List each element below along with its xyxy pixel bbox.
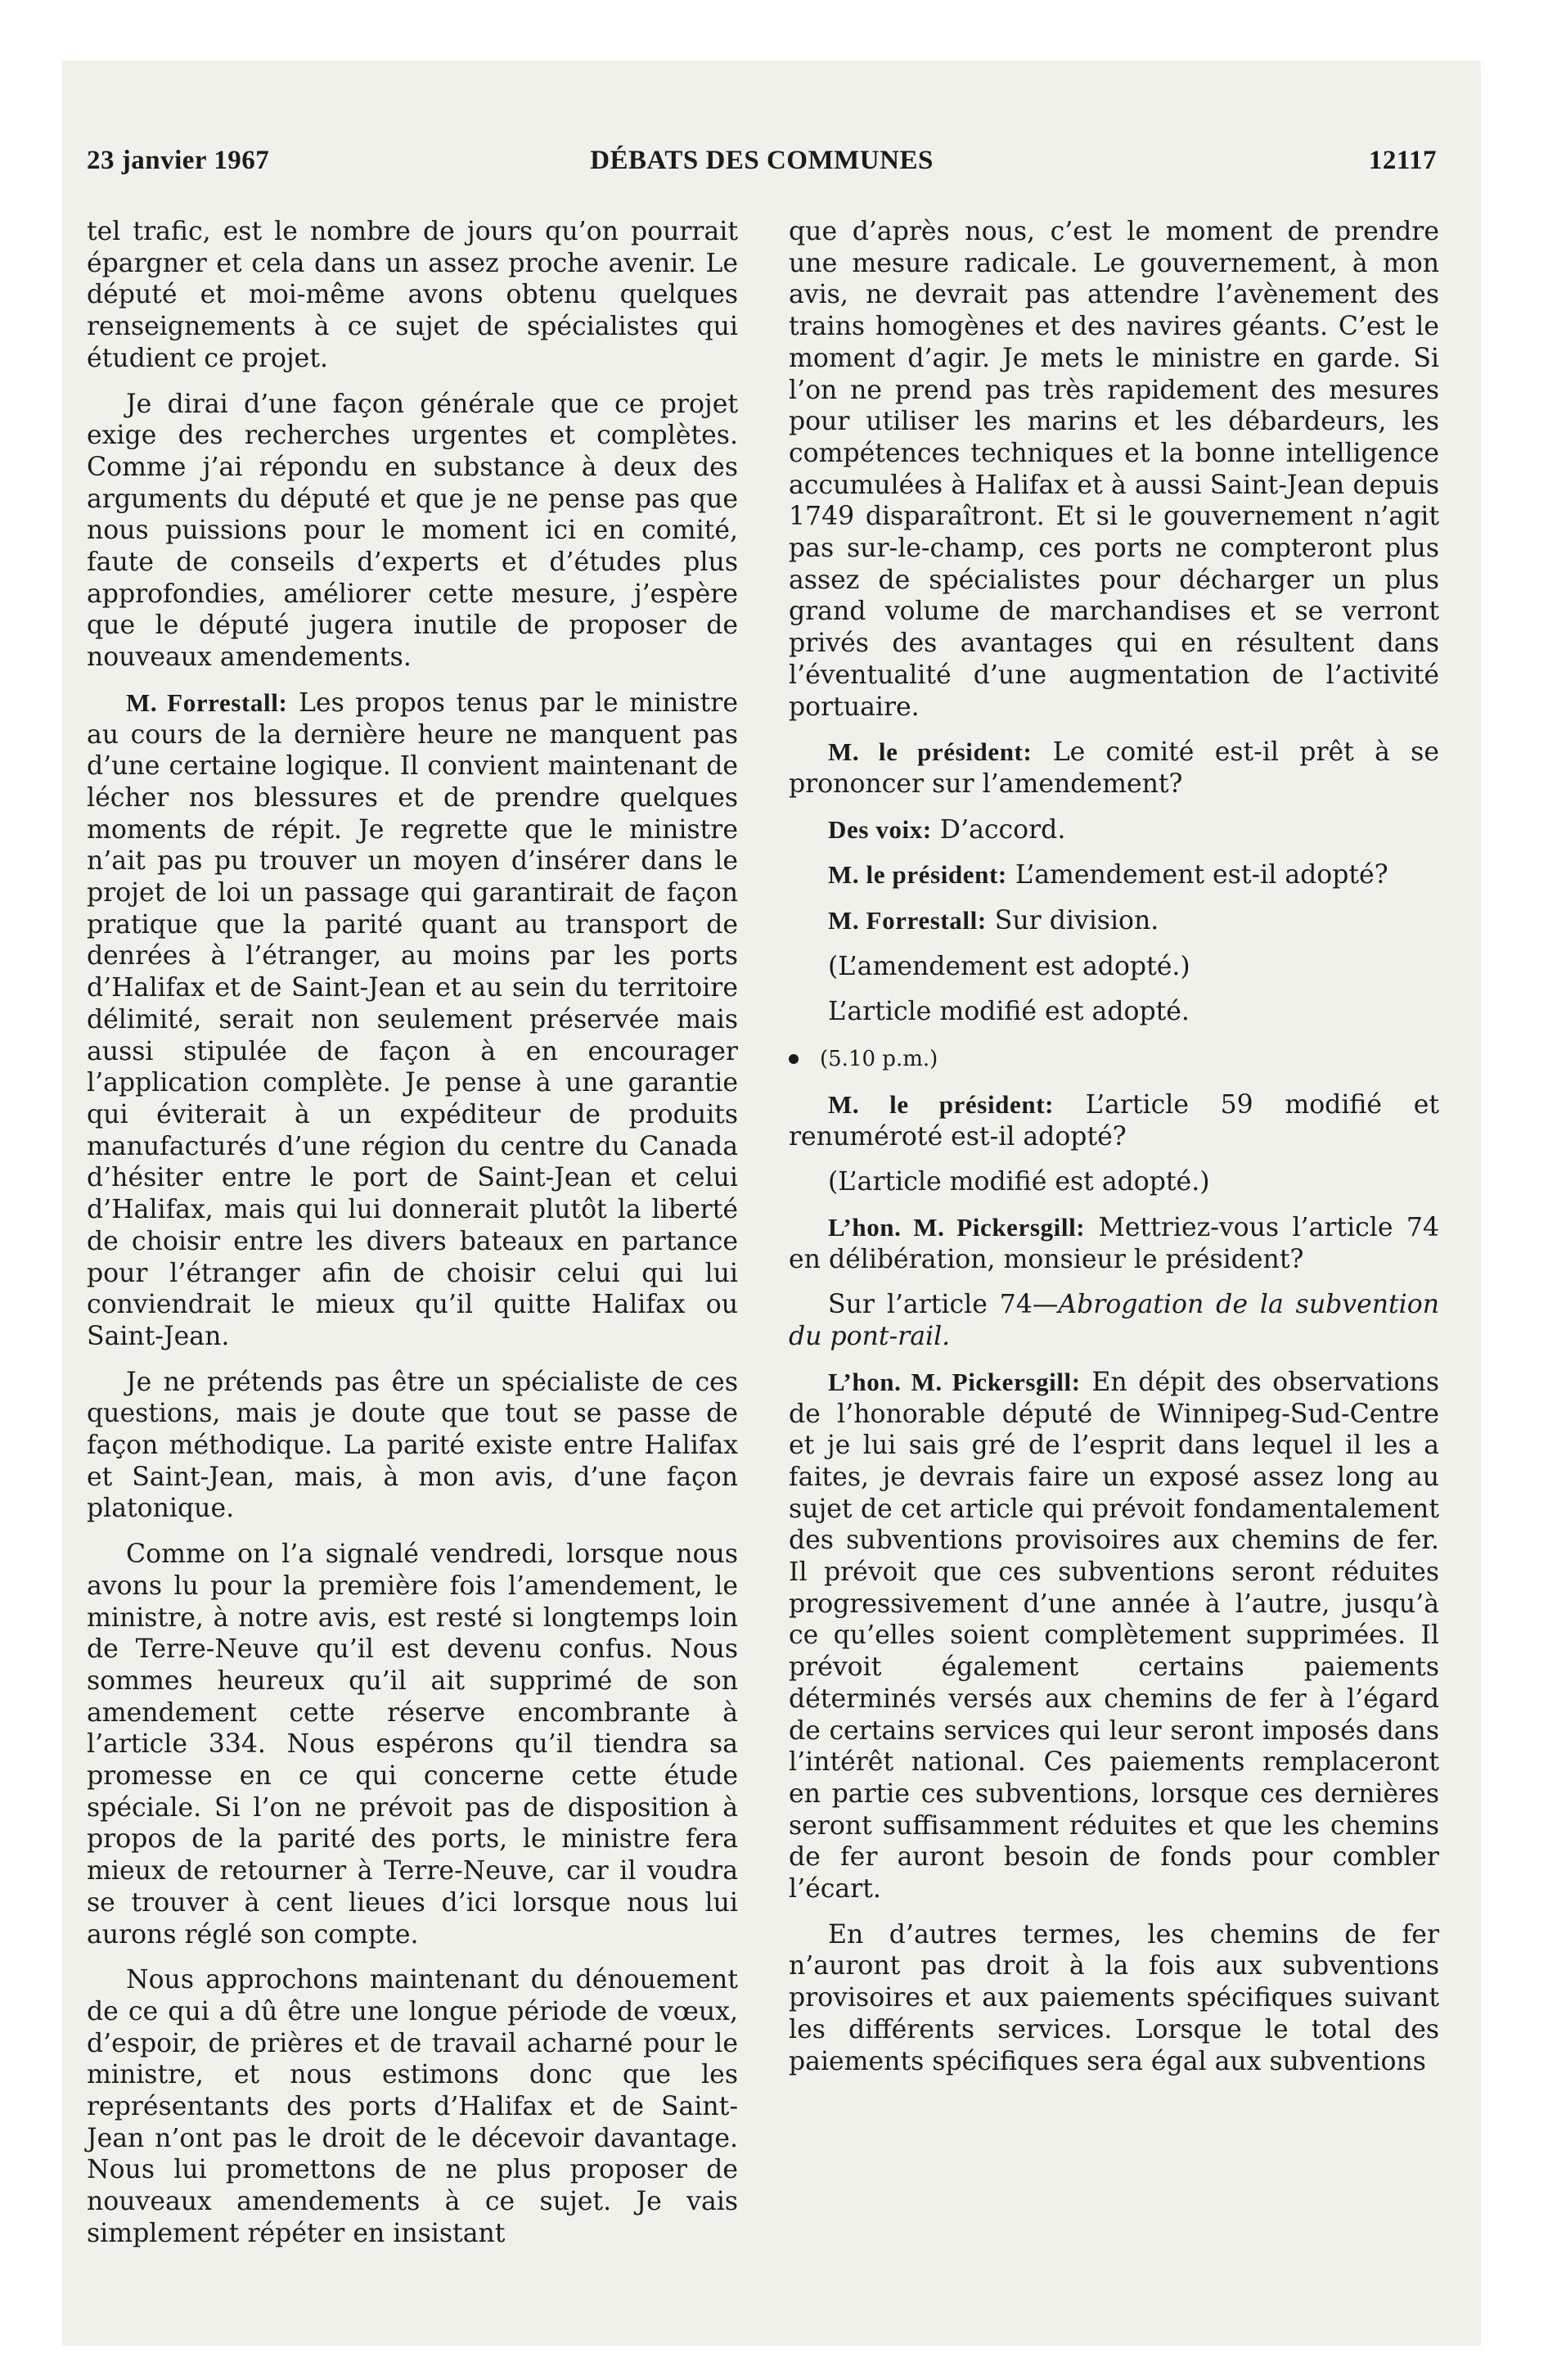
speech xyxy=(789,1367,1439,1905)
section-title: Abrogation de la subvention du pont-rail. xyxy=(789,1290,1439,1352)
speaker-name: M. le président: xyxy=(828,737,1033,767)
speaker-name: L’hon. M. Pickersgill: xyxy=(828,1212,1086,1242)
speaker-name: M. le président: xyxy=(828,860,1007,890)
speaker-name: Des voix: xyxy=(828,814,932,844)
speech-text: Sur division. xyxy=(986,906,1159,936)
paragraph: En d’autres termes, les chemins de fer n’auront pas droit à la fois aux subventions provisoires et aux paiements spécifiques suivant les différents services. Lorsque le total des paiements spécifiques sera égal aux subventions xyxy=(789,1919,1439,2076)
speech-text: Mettriez-vous l’article 74 en délibération, monsieur le président? xyxy=(789,1212,1439,1274)
procedure-note: (L’amendement est adopté.) xyxy=(828,951,1190,981)
left-column xyxy=(87,216,738,2264)
speech-text: Les propos tenus par le ministre au cours de la dernière heure ne manquent pas d’une certaine logique. Il convient maintenant de lécher nos blessures et de prendre quelques moments de répit. Je regrette que le ministre n’ait pas pu trouver un moyen d’insérer dans le projet de loi un passage qui garantirait de façon pratique que la parité quant au transport de denrées à l’étranger, au moins par les ports d’Halifax et de Saint-Jean et au sein du territoire délimité, serait non seulement préservée mais aussi stipulée de façon à en encourager l’application complète. Je pense à une garantie qui éviterait à un expéditeur de produits manufacturés d’une région du centre du Canada d’hésiter entre le port de Saint-Jean et celui d’Halifax, mais qui lui donnerait plutôt la liberté de choisir entre les divers bateaux en partance pour l’étranger afin de choisir celui qui lui conviendrait le mieux qu’il quitte Halifax ou Saint-Jean. xyxy=(87,687,738,1351)
paragraph: que d’après nous, c’est le moment de prendre une mesure radicale. Le gouvernement, à mon avis, ne devrait pas attendre l’avènement des trains homogènes et des navires géants. C’est le moment d’agir. Je mets le ministre en garde. Si l’on ne prend pas très rapidement des mesures pour utiliser les marins et les débardeurs, les compétences techniques et la bonne intelligence accumulées à Halifax et à aussi Saint-Jean depuis 1749 disparaîtront. Et si le gouvernement n’agit pas sur-le-champ, ces ports ne compteront plus assez de spécialistes pour décharger un plus grand volume de marchandises et se verront privés des avantages qui en résultent dans l’éventualité d’une augmentation de l’activité portuaire. xyxy=(789,217,1439,722)
header-page-number: 12117 xyxy=(1368,146,1437,175)
speech xyxy=(789,859,1439,891)
paragraph: Comme on l’a signalé vendredi, lorsque nous avons lu pour la première fois l’amendement, le ministre, à notre avis, est resté si longtemps loin de Terre-Neuve qu’il est devenu confus. Nous sommes heureux qu’il ait supprimé de son amendement cette réserve encombrante à l’article 334. Nous espérons qu’il tiendra sa promesse en ce qui concerne cette étude spéciale. Si l’on ne prévoit pas de disposition à propos de la parité des ports, le ministre fera mieux de retourner à Terre-Neuve, car il voudra se trouver à cent lieues d’ici lorsque nous lui aurons réglé son compte. xyxy=(87,1539,738,1950)
speaker-name: M. Forrestall: xyxy=(828,906,987,935)
paragraph: tel trafic, est le nombre de jours qu’on pourrait épargner et cela dans un assez proche avenir. Le député et moi-même avons obtenu quelques renseignements à ce sujet de spécialistes qui étudient ce projet. xyxy=(87,217,738,373)
speech xyxy=(789,1212,1439,1275)
speaker-name: M. Forrestall: xyxy=(126,687,288,717)
speech xyxy=(789,737,1439,800)
paragraph: Je ne prétends pas être un spécialiste de ces questions, mais je doute que tout se passe de façon méthodique. La parité existe entre Halifax et Saint-Jean, mais, à mon avis, d’une façon platonique. xyxy=(87,1367,738,1524)
procedure-note: L’article modifié est adopté. xyxy=(828,997,1190,1027)
speech-text: En dépit des observations de l’honorable député de Winnipeg-Sud-Centre et je lui sais gré de l’esprit dans lequel il les a faites, je devrais faire un exposé assez long au sujet de cet article qui prévoit fondamentalement des subventions provisoires aux chemins de fer. Il prévoit que ces subventions seront réduites progressivement d’une année à l’autre, jusqu’à ce qu’elles soient complètement supprimées. Il prévoit également certains paiements déterminés versés aux chemins de fer à l’égard de certains services qui leur seront imposés dans l’intérêt national. Ces paiements remplaceront en partie ces subventions, lorsque ces dernières seront suffisamment réduites et que les chemins de fer auront besoin de fonds pour combler l’écart. xyxy=(789,1367,1439,1904)
speech xyxy=(789,814,1439,846)
right-column xyxy=(789,216,1439,2091)
speech-text: Le comité est-il prêt à se prononcer sur l’amendement? xyxy=(789,737,1439,799)
section-lead: Sur l’article 74— xyxy=(828,1290,1059,1320)
speech xyxy=(789,905,1439,937)
header-date: 23 janvier 1967 xyxy=(87,146,270,175)
speech xyxy=(789,1089,1439,1152)
bullet-icon xyxy=(789,1054,799,1064)
paragraph: Je dirai d’une façon générale que ce projet exige des recherches urgentes et complètes. Comme j’ai répondu en substance à deux des arguments du député et que je ne pense pas que nous puissions pour le moment ici en comité, faute de conseils d’experts et d’études plus approfondies, améliorer cette mesure, j’espère que le député jugera inutile de proposer de nouveaux amendements. xyxy=(87,389,738,673)
speech-text: D’accord. xyxy=(931,814,1066,845)
page-header xyxy=(87,146,1437,185)
time-marker-text: (5.10 p.m.) xyxy=(820,1047,938,1072)
speaker-name: M. le président: xyxy=(828,1089,1055,1119)
section-heading xyxy=(789,1289,1439,1352)
header-title: DÉBATS DES COMMUNES xyxy=(590,146,934,175)
speech-forrestall xyxy=(87,687,738,1353)
speech-text: L’amendement est-il adopté? xyxy=(1006,860,1388,890)
speaker-name: L’hon. M. Pickersgill: xyxy=(828,1367,1081,1396)
time-marker xyxy=(789,1042,1439,1075)
speech-text: L’article 59 modifié et renuméroté est-il adopté? xyxy=(789,1089,1439,1152)
procedure-note: (L’article modifié est adopté.) xyxy=(828,1167,1210,1197)
paragraph: Nous approchons maintenant du dénouement de ce qui a dû être une longue période de vœux, d’espoir, de prières et de travail acharné pour le ministre, et nous estimons donc que les représentants des ports d’Halifax et de Saint-Jean n’ont pas le droit de le décevoir davantage. Nous lui promettons de ne plus proposer de nouveaux amendements à ce sujet. Je vais simplement répéter en insistant xyxy=(87,1965,738,2248)
